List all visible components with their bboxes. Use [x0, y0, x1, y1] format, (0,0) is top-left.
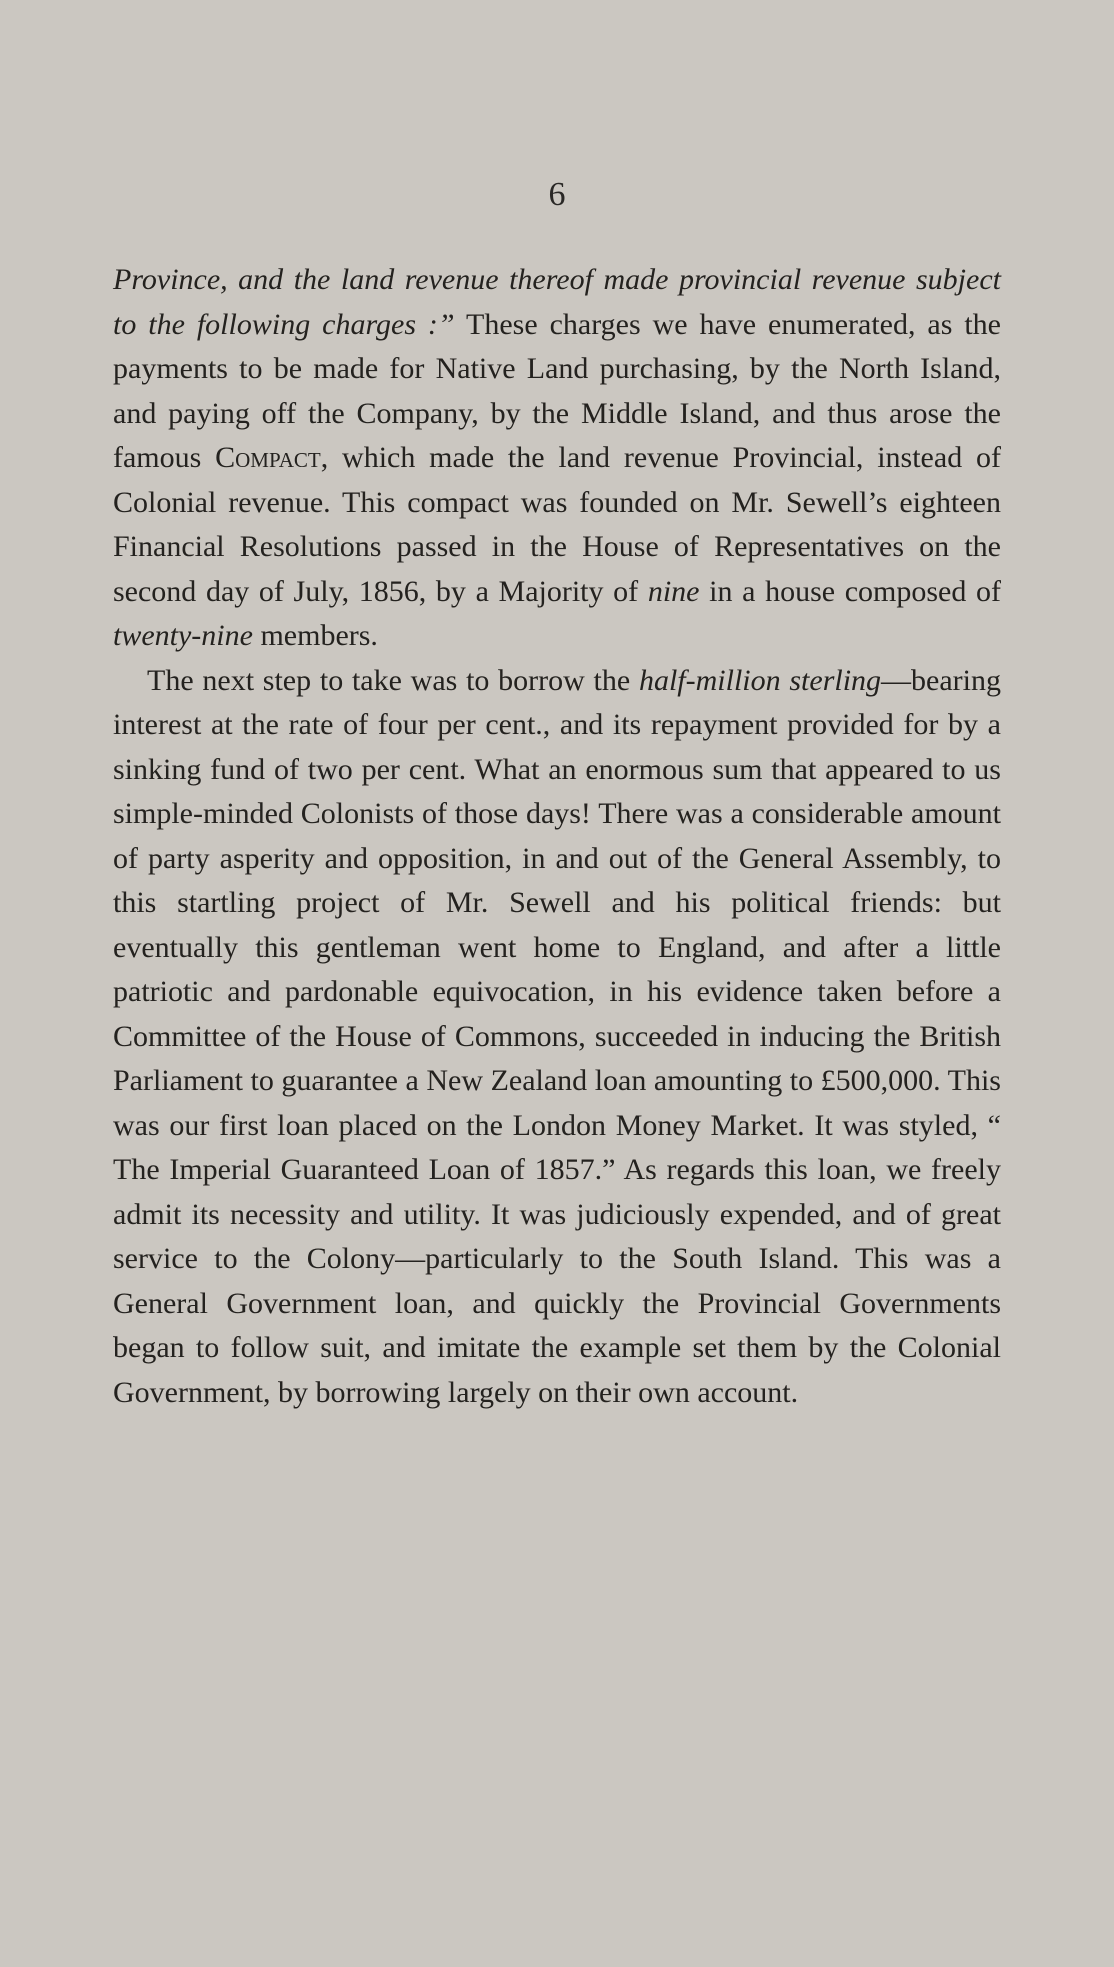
- text-run: , which made the land revenue Provincial, instead of Colonial revenue. This compact was founded on Mr. Sewell’s eighteen Financial Resolutions passed in the House of Representatives on the second day of July, 1856, by a Majority of: [113, 441, 1001, 608]
- paragraph-2: [113, 659, 1001, 1416]
- text-run: members.: [252, 619, 378, 652]
- italic-half-million: half-million sterling: [638, 663, 882, 697]
- paragraph-1: [113, 258, 1001, 659]
- body-text: [113, 258, 1001, 1415]
- italic-word-twenty-nine: twenty-nine: [113, 619, 253, 652]
- text-run: The next step to take was to borrow the: [147, 663, 639, 697]
- compact-smallcaps: Compact: [215, 441, 321, 474]
- italic-word-nine: nine: [647, 574, 700, 608]
- quoted-italic-text: Province, and the land revenue thereof made provincial revenue subject to the following charges :”: [113, 263, 1001, 341]
- text-run: in a house composed of: [699, 574, 1001, 608]
- text-run: These charges we have enumerated, as the payments to be made for Native Land purchasing, by the North Island, and paying off the Company, by the Middle Island, and thus arose the famous: [113, 307, 1001, 474]
- text-run: —bearing interest at the rate of four per cent., and its repayment provided for by a sinking fund of two per cent. What an enormous sum that appeared to us simple-minded Colonists of those days! There was a considerable amount of party asperity and opposition, in and out of the General Assembly, to this startling project of Mr. Sewell and his political friends: but eventually this gentleman went home to England, and after a little patriotic and pardonable equivocation, in his evidence taken before a Committee of the House of Commons, succeeded in inducing the British Parliament to guarantee a New Zealand loan amounting to £500,000. This was our first loan placed on the London Money Market. It was styled, “ The Imperial Guaranteed Loan of 1857.” As regards this loan, we freely admit its necessity and utility. It was judiciously expended, and of great service to the Colony—particularly to the South Island. This was a General Government loan, and quickly the Provincial Governments began to follow suit, and imitate the example set them by the Colonial Government, by borrowing largely on their own account.: [113, 663, 1002, 1409]
- page-number: 6: [548, 176, 566, 213]
